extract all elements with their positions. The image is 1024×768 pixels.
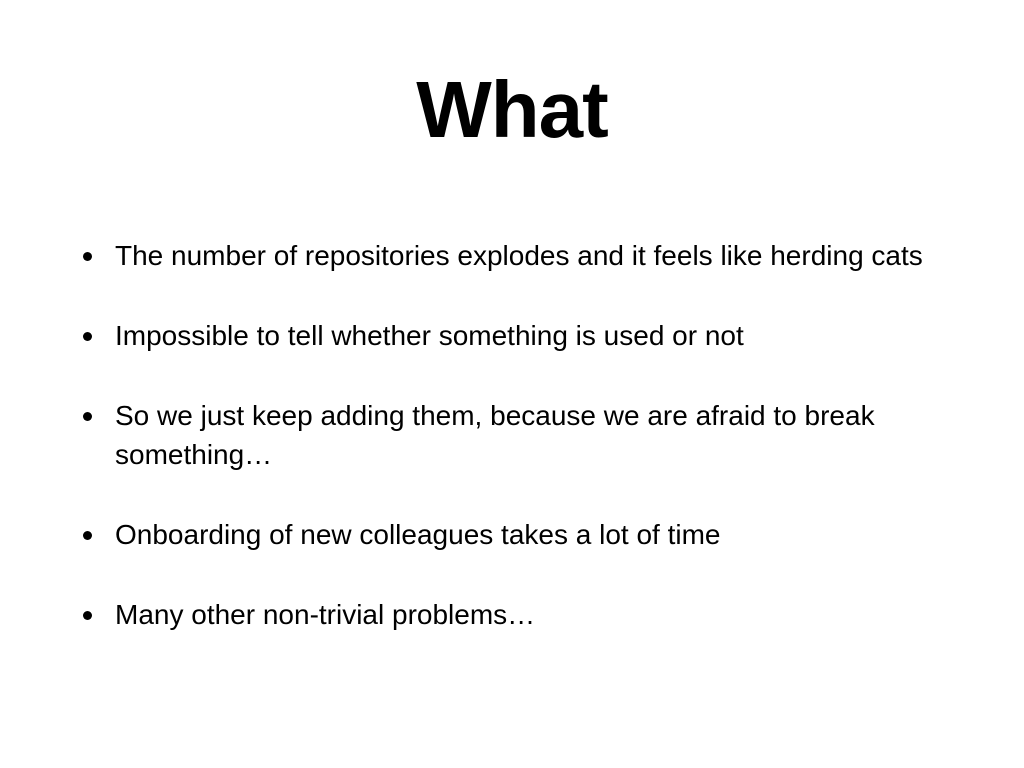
- bullet-point-icon: [83, 611, 92, 620]
- bullet-item: [78, 595, 938, 634]
- bullet-text: Many other non-trivial problems…: [115, 599, 536, 630]
- bullet-text: Onboarding of new colleagues takes a lot of time: [115, 519, 721, 550]
- bullet-item: [78, 236, 938, 275]
- slide-title: What: [416, 65, 608, 154]
- bullet-text: The number of repositories explodes and it feels like herding cats: [115, 240, 923, 271]
- bullet-point-icon: [83, 531, 92, 540]
- bullet-text: So we just keep adding them, because we are afraid to break something…: [115, 400, 875, 470]
- bullet-list: [78, 236, 938, 634]
- bullet-point-icon: [83, 412, 92, 421]
- bullet-item: [78, 515, 938, 554]
- bullet-point-icon: [83, 332, 92, 341]
- bullet-item: [78, 396, 938, 474]
- bullet-point-icon: [83, 252, 92, 261]
- bullet-text: Impossible to tell whether something is used or not: [115, 320, 744, 351]
- bullet-item: [78, 316, 938, 355]
